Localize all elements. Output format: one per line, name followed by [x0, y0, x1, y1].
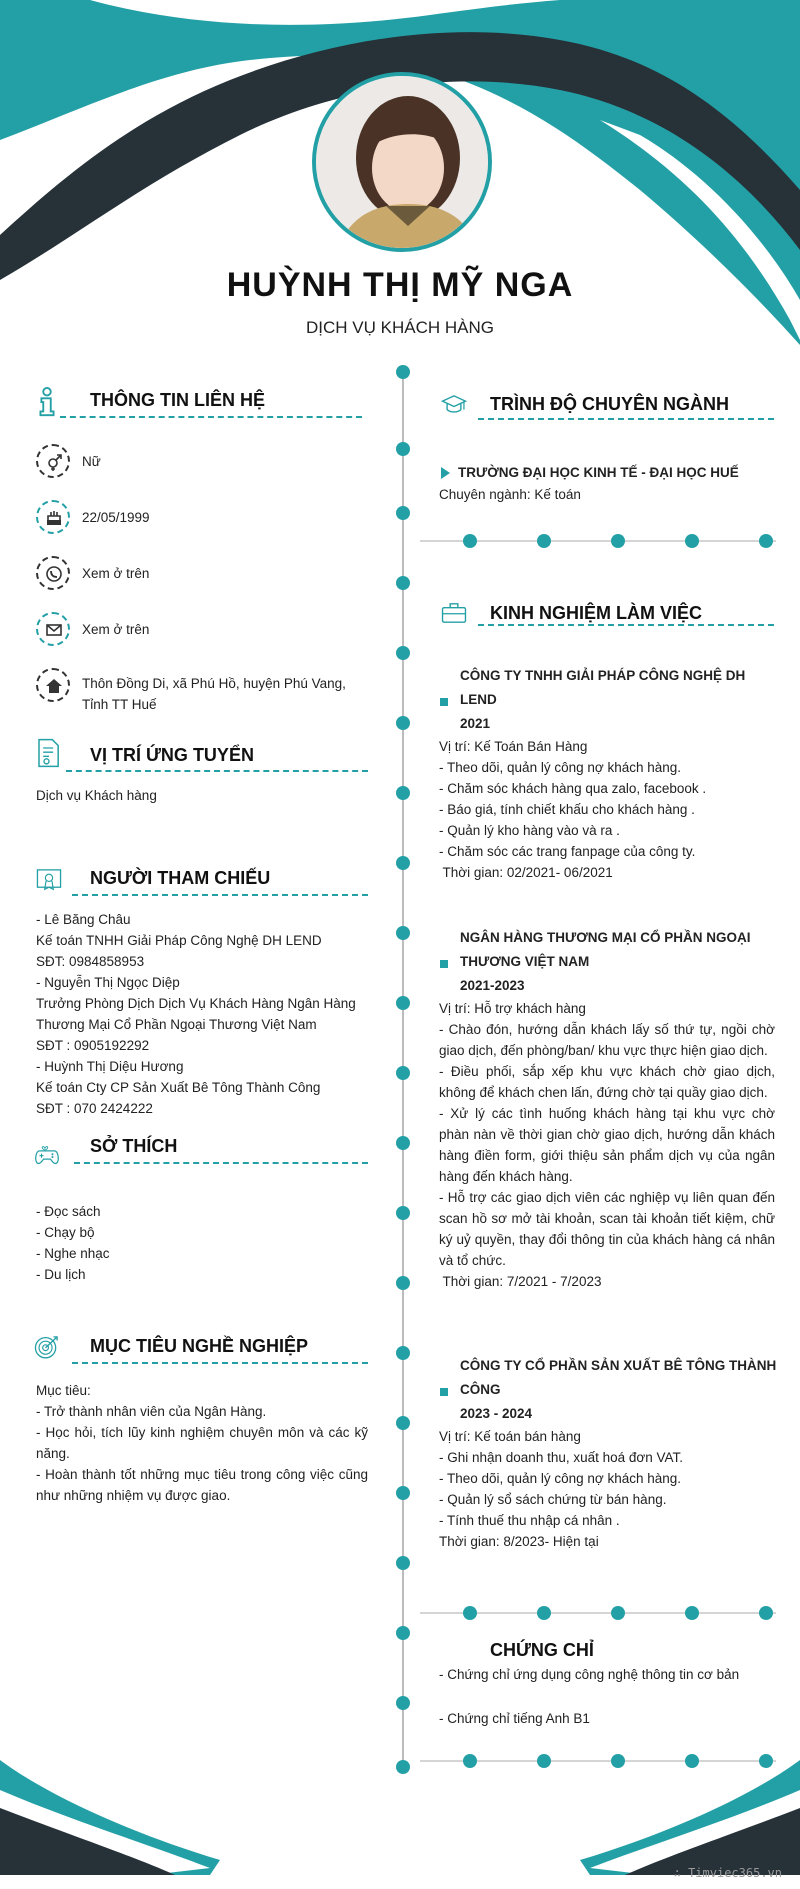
job-2-company-line1: NGÂN HÀNG THƯƠNG MẠI CỔ PHẦN NGOẠI	[460, 930, 751, 945]
job-2-company-line2: THƯƠNG VIỆT NAM	[460, 954, 590, 969]
references-underline	[72, 894, 368, 896]
birthday-cake-icon	[45, 509, 63, 527]
job-3-details	[439, 1426, 775, 1552]
job-3-bullet	[440, 1388, 448, 1396]
job-3-company-line2: CÔNG	[460, 1382, 501, 1397]
certificates-section-title: CHỨNG CHỈ	[490, 1640, 594, 1660]
divider-dot	[611, 1606, 625, 1620]
hobbies-underline	[74, 1162, 368, 1164]
divider-dot	[611, 534, 625, 548]
timeline-dot	[396, 506, 410, 520]
reference-card-icon	[36, 865, 62, 895]
reference-line: SĐT : 0905192292	[36, 1038, 150, 1053]
hobby-item: - Chạy bộ	[36, 1225, 95, 1240]
divider-dot	[463, 1754, 477, 1768]
job-1-company-line2: LEND	[460, 692, 497, 707]
job-detail-line: - Điều phối, sắp xếp khu vực khách chờ giao dịch, không để khách chen lấn, đứng chờ tại quầy giao dịch.	[439, 1064, 775, 1100]
hobby-item: - Nghe nhạc	[36, 1246, 110, 1261]
home-icon-wrap	[36, 668, 70, 702]
contact-email: Xem ở trên	[82, 622, 150, 637]
phone-icon-wrap	[36, 556, 70, 590]
timeline-dot	[396, 1416, 410, 1430]
job-3-company-line1: CÔNG TY CỔ PHẦN SẢN XUẤT BÊ TÔNG THÀNH	[460, 1358, 777, 1373]
timeline-dot	[396, 442, 410, 456]
reference-line: Trưởng Phòng Dịch Dịch Vụ Khách Hàng Ngân Hàng Thương Mại Cổ Phần Ngoại Thương Việt Nam	[36, 996, 356, 1032]
job-detail-line: - Chào đón, hướng dẫn khách lấy số thứ tự, ngồi chờ giao dịch, đến phòng/ban/ khu vực thực hiện giao dịch.	[439, 1022, 775, 1058]
timeline-dot	[396, 716, 410, 730]
references-list	[36, 909, 370, 1119]
job-detail-line: - Tính thuế thu nhập cá nhân .	[439, 1513, 620, 1528]
divider-dot	[759, 1754, 773, 1768]
timeline-dot	[396, 1486, 410, 1500]
divider-dot	[537, 534, 551, 548]
target-icon	[34, 1332, 60, 1362]
reference-line: - Lê Băng Châu	[36, 912, 131, 927]
divider-dot	[685, 1606, 699, 1620]
position-section-title: VỊ TRÍ ỨNG TUYỂN	[90, 745, 254, 765]
divider-dot	[759, 534, 773, 548]
objective-line: - Hoàn thành tốt những mục tiêu trong công việc cũng như những nhiệm vụ được giao.	[36, 1467, 368, 1503]
position-underline	[66, 770, 368, 772]
experience-underline	[478, 624, 774, 626]
references-section-title: NGƯỜI THAM CHIẾU	[90, 868, 271, 888]
job-1-bullet	[440, 698, 448, 706]
experience-section-title: KINH NGHIỆM LÀM VIỆC	[490, 603, 703, 623]
education-underline	[478, 418, 774, 420]
education-major: Chuyên ngành: Kế toán	[439, 487, 581, 502]
objective-section-title: MỤC TIÊU NGHỀ NGHIỆP	[90, 1336, 309, 1356]
divider-dot	[463, 534, 477, 548]
timeline-dot	[396, 1066, 410, 1080]
job-detail-line: - Theo dõi, quản lý công nợ khách hàng.	[439, 1471, 682, 1486]
job-1-details	[439, 736, 775, 883]
timeline-dot	[396, 576, 410, 590]
job-detail-line: Thời gian: 8/2023- Hiện tại	[439, 1534, 599, 1549]
timeline-dot	[396, 1696, 410, 1710]
briefcase-icon	[441, 598, 467, 628]
hobbies-list	[36, 1201, 110, 1285]
timeline-dot	[396, 856, 410, 870]
timeline-dot	[396, 1206, 410, 1220]
candidate-role: DỊCH VỤ KHÁCH HÀNG	[306, 318, 494, 337]
mail-icon-wrap	[36, 612, 70, 646]
job-2-details	[439, 998, 775, 1292]
reference-line: Kế toán TNHH Giải Pháp Công Nghệ DH LEND	[36, 933, 322, 948]
timeline-dot	[396, 1760, 410, 1774]
gender-icon	[45, 453, 63, 471]
gender-icon-wrap	[36, 444, 70, 478]
job-1-company-line1: CÔNG TY TNHH GIẢI PHÁP CÔNG NGHỆ DH	[460, 668, 746, 683]
graduation-cap-icon	[441, 390, 467, 420]
certificate-item: - Chứng chỉ ứng dụng công nghệ thông tin cơ bản	[439, 1667, 740, 1682]
reference-line: SĐT: 0984858953	[36, 954, 145, 969]
objective-line: - Học hỏi, tích lũy kinh nghiệm chuyên môn và các kỹ năng.	[36, 1425, 368, 1461]
job-2-bullet	[440, 960, 448, 968]
hobby-item: - Du lịch	[36, 1267, 86, 1282]
timeline-dot	[396, 1276, 410, 1290]
objective-line: - Trở thành nhân viên của Ngân Hàng.	[36, 1404, 267, 1419]
objective-underline	[72, 1362, 368, 1364]
home-icon	[45, 677, 63, 695]
contact-address: Thôn Đồng Di, xã Phú Hồ, huyện Phú Vang, Tỉnh TT Huế	[82, 676, 346, 712]
education-bullet	[441, 467, 450, 479]
reference-line: - Huỳnh Thị Diệu Hương	[36, 1059, 184, 1074]
reference-line: Kế toán Cty CP Sản Xuất Bê Tông Thành Công	[36, 1080, 321, 1095]
timeline-dot	[396, 996, 410, 1010]
gamepad-icon	[34, 1140, 60, 1170]
divider-dot	[611, 1754, 625, 1768]
info-person-icon	[34, 387, 60, 417]
contact-gender: Nữ	[82, 454, 101, 469]
divider-dot	[685, 1754, 699, 1768]
divider-dot	[537, 1606, 551, 1620]
watermark: ∴ Timviec365.vn	[673, 1866, 782, 1880]
job-detail-line: - Ghi nhận doanh thu, xuất hoá đơn VAT.	[439, 1450, 684, 1465]
candidate-name: HUỲNH THỊ MỸ NGA	[226, 266, 574, 304]
job-2-year: 2021-2023	[460, 978, 525, 993]
divider-dot	[537, 1754, 551, 1768]
contact-birthday: 22/05/1999	[82, 510, 150, 525]
job-detail-line: - Quản lý kho hàng vào và ra .	[439, 823, 620, 838]
reference-line: SĐT : 070 2424222	[36, 1101, 153, 1116]
job-detail-line: - Xử lý các tình huống khách hàng tại khu vực chờ phàn nàn về thời gian chờ giao dịch, hướng dẫn khách hàng điền form, giới thiệu sản phẩm dịch vụ của ngân hàng đến khách hàng.	[439, 1106, 775, 1184]
divider-dot	[463, 1606, 477, 1620]
certificate-item: - Chứng chỉ tiếng Anh B1	[439, 1711, 590, 1726]
job-detail-line: - Quản lý sổ sách chứng từ bán hàng.	[439, 1492, 667, 1507]
mail-icon	[45, 621, 63, 639]
contact-underline	[60, 416, 362, 418]
position-text: Dịch vụ Khách hàng	[36, 788, 157, 803]
objective-list	[36, 1380, 368, 1506]
job-detail-line: - Hỗ trợ các giao dịch viên các nghiệp vụ liên quan đến scan hồ sơ mở tài khoản, scan tài khoản tiết kiệm, chữ ký uỷ quyền, thay đổi thông tin của khách hàng cá nhân và tổ chức.	[439, 1190, 775, 1268]
timeline-dot	[396, 1136, 410, 1150]
timeline-dot	[396, 1626, 410, 1640]
timeline-dot	[396, 1556, 410, 1570]
objective-line: Mục tiêu:	[36, 1383, 91, 1398]
job-detail-line: Vị trí: Kế toán bán hàng	[439, 1429, 581, 1444]
timeline-dot	[396, 786, 410, 800]
job-detail-line: Thời gian: 02/2021- 06/2021	[439, 865, 613, 880]
timeline-dot	[396, 926, 410, 940]
divider-dot	[759, 1606, 773, 1620]
job-detail-line: Vị trí: Kế Toán Bán Hàng	[439, 739, 588, 754]
document-certificate-icon	[36, 738, 62, 768]
job-detail-line: - Chăm sóc các trang fanpage của công ty.	[439, 844, 696, 859]
hobby-item: - Đọc sách	[36, 1204, 101, 1219]
timeline-dot	[396, 1346, 410, 1360]
hobbies-section-title: SỞ THÍCH	[90, 1136, 178, 1156]
job-detail-line: - Báo giá, tính chiết khấu cho khách hàng .	[439, 802, 695, 817]
birthday-icon-wrap	[36, 500, 70, 534]
job-detail-line: Thời gian: 7/2021 - 7/2023	[439, 1274, 602, 1289]
education-school: TRƯỜNG ĐẠI HỌC KINH TẾ - ĐẠI HỌC HUẾ	[458, 465, 739, 480]
timeline-dot	[396, 365, 410, 379]
reference-line: - Nguyễn Thị Ngọc Diệp	[36, 975, 180, 990]
job-3-year: 2023 - 2024	[460, 1406, 533, 1421]
job-1-year: 2021	[460, 716, 491, 731]
job-detail-line: Vị trí: Hỗ trợ khách hàng	[439, 1001, 586, 1016]
person-portrait-icon	[316, 76, 492, 252]
whatsapp-phone-icon	[45, 565, 63, 583]
contact-phone: Xem ở trên	[82, 566, 150, 581]
timeline-dot	[396, 646, 410, 660]
job-detail-line: - Theo dõi, quản lý công nợ khách hàng.	[439, 760, 682, 775]
contact-section-title: THÔNG TIN LIÊN HỆ	[90, 390, 265, 410]
education-section-title: TRÌNH ĐỘ CHUYÊN NGÀNH	[490, 394, 730, 414]
divider-dot	[685, 534, 699, 548]
profile-photo	[312, 72, 492, 252]
job-detail-line: - Chăm sóc khách hàng qua zalo, facebook .	[439, 781, 707, 796]
